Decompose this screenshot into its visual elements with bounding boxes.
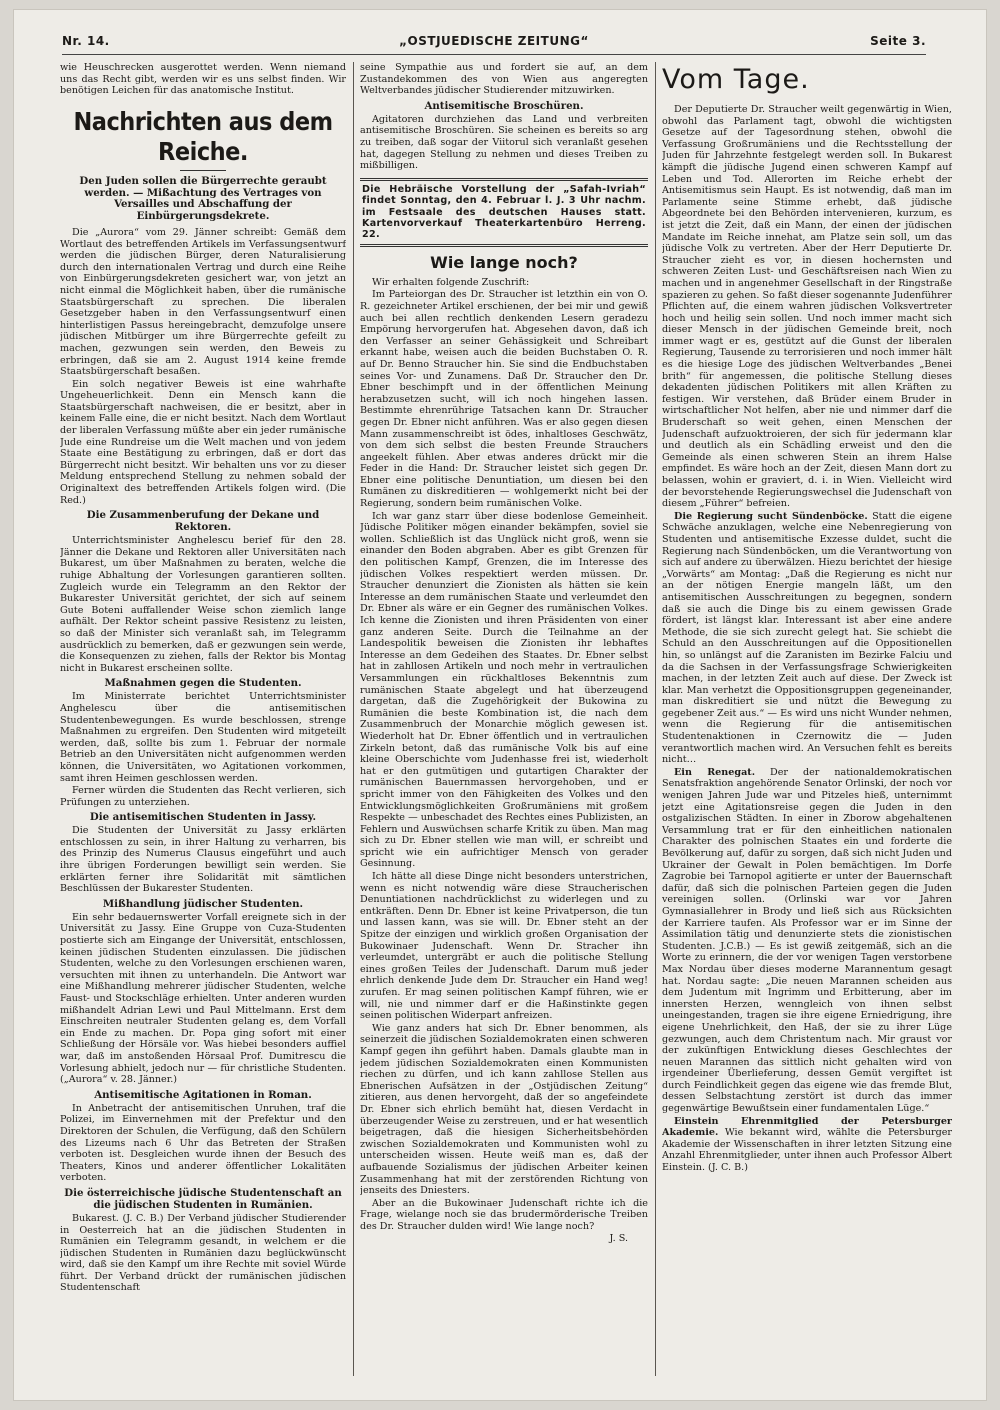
news-item-text: Wie bekannt wird, wählte die Petersburger Akademie der Wissenschaften in ihrer letzten Sitzung eine Anzahl Ehrenmitglieder, unter ihnen auch Professor Albert Einstein. (J. C. B.)	[662, 1127, 952, 1174]
article-paragraph: Ich hätte all diese Dinge nicht besonders unterstrichen, wenn es nicht notwendig wäre diese Straucherischen Denuntiationen nachdrücklichst zu widerlegen und zu entkräften. Denn Dr. Ebner ist keine Privatperson, die tun und lassen kann, was sie will. Dr. Ebner steht an der Spitze der einzigen und wirklich großen Organisation der Bukowinaer Judenschaft. Wenn Dr. Stracher ihn verleumdet, untergräbt er auch die politische Stellung eines großen Teiles der Judenschaft. Darum muß jeder ehrlich denkende Jude dem Dr. Straucher ein Hand weg! zurufen. Er mag seinen politischen Kampf führen, wie er will, nie und nimmer darf er die Haßinstinkte gegen seinen politischen Widerpart anfreizen.	[360, 871, 648, 1022]
page-header	[62, 28, 926, 55]
column-middle	[360, 62, 648, 1376]
newspaper-page	[14, 10, 986, 1400]
column-divider	[655, 62, 656, 1376]
continued-paragraph: seine Sympathie aus und fordert sie auf, an dem Zustandekommen des von Wien aus angeregten Weltverbandes jüdischer Studierender mitzuwirken.	[360, 62, 648, 97]
article-paragraph: Ich war ganz starr über diese bodenlose Gemeinheit. Jüdische Politiker mögen einander bekämpfen, soviel sie wollen. Schließlich ist das Unglück nicht groß, wenn sie einander den Boden abgraben. Aber es gibt Grenzen für den politischen Kampf, Grenzen, die im Interesse des jüdischen Volkes respektiert werden müssen. Dr. Straucher denunziert die Zionisten als hätten sie kein Interesse an dem rumänischen Staate und verleumdet den Dr. Ebner als wäre er ein Gegner des rumänischen Volkes. Ich kenne die Zionisten und ihren Präsidenten von einer ganz anderen Seite. Durch die Teilnahme an der Landespolitik beweisen die Zionisten ihr lebhaftes Interesse an dem Gedeihen des Staates. Dr. Ebner selbst hat in zahllosen Artikeln und noch mehr in vertraulichen Versammlungen ein rückhaltloses Bekenntnis zum rumänischen Staate abgelegt und hat überzeugend dargetan, daß die Zugehörigkeit der Bukowina zu Rumänien die beste Kombination ist, die nach dem Zusammenbruch der Monarchie möglich gewesen ist. Wiederholt hat Dr. Ebner öffentlich und in vertraulichen Zirkeln betont, daß das rumänische Volk bis auf eine kleine Oberschichte vom Judenhasse frei ist, wiederholt hat er den gutmütigen und gutartigen Charakter der rumänischen Bauernmassen hervorgehoben, und er spricht immer von den Fähigkeiten des Volkes und den Entwicklungsmöglichkeiten Großrumäniens mit großem Respekte — unbeschadet des Rechtes eines Publizisten, an Fehlern und Auswüchsen scharfe Kritik zu üben. Man mag sich zu Dr. Ebner stellen wie man will, er schreibt und spricht wie ein aufrichtiger Mensch von gerader Gesinnung.	[360, 510, 648, 870]
divider	[180, 170, 226, 171]
article-paragraph: Im Parteiorgan des Dr. Straucher ist letzthin ein von O. R. gezeichneter Artikel erschienen, der bei mir und gewiß auch bei allen rechtlich denkenden Lesern geradezu Empörung hervorgerufen hat. Abgesehen davon, daß ich den Verfasser an seiner Gehässigkeit und Schreibart erkannt habe, weisen auch die beiden Buchstaben O. R. auf Dr. Benno Straucher hin. Sie sind die Endbuchstaben seines Vor- und Zunamens. Daß Dr. Straucher den Dr. Ebner beschimpft und in der öffentlichen Meinung herabzusetzen sucht, will ich noch hingehen lassen. Bestimmte ehrenrührige Tatsachen kann Dr. Straucher gegen Dr. Ebner nicht anführen. Was er also gegen diesen Mann zusammenschreibt ist ödes, inhaltloses Geschwätz, von dem sich selbst die besten Freunde Strauchers angeekelt fühlen. Aber etwas anderes drückt mir die Feder in die Hand: Dr. Straucher leistet sich gegen Dr. Ebner eine politische Denuntiation, um diesen bei den Rumänen zu diskreditieren — wohlgemerkt nicht bei der Regierung, sondern beim rumänischen Volke.	[360, 289, 648, 510]
news-item-headline: Einstein Ehrenmitglied der Petersburger Akademie.	[662, 1115, 952, 1139]
newspaper-title: „OSTJUEDISCHE ZEITUNG“	[399, 34, 589, 48]
continued-paragraph: wie Heuschrecken ausgerottet werden. Wenn niemand uns das Recht gibt, werden wir es uns selbst finden. Wir benötigen Leichen für das anatomische Institut.	[60, 62, 346, 97]
article-paragraph: Die Studenten der Universität zu Jassy erklärten entschlossen zu sein, in ihrer Haltung zu verharren, bis des Prinzip des Numerus Clausus eingeführt und auch ihre übrigen Forderungen bewilligt sein werden. Sie erklärten ferner ihre Solidarität mit sämtlichen Beschlüssen der Bukarester Studenten.	[60, 825, 346, 895]
news-item-headline: Ein Renegat.	[674, 766, 756, 778]
lead-article-headline: Den Juden sollen die Bürgerrechte geraubt werden. — Mißachtung des Vertrages von Versailles und Abschaffung der Einbürgerungsdekrete.	[79, 174, 327, 223]
article-headline: Die antisemitischen Studenten in Jassy.	[89, 811, 317, 824]
article-paragraph: Der Deputierte Dr. Straucher weilt gegenwärtig in Wien, obwohl das Parlament tagt, obwohl die wichtigsten Gesetze auf der Tagesordnung stehen, obwohl die Verfassung Großrumäniens und die Rechtsstellung der Juden für Jahrzehnte festgelegt werden soll. In Bukarest kämpft die jüdische Jugend einen schweren Kampf auf Leben und Tod. Allerorten im Reiche erhebt der Antisemitismus sein Haupt. Es ist notwendig, daß man im Parlamente seine Stimme erhebt, daß jüdische Abgeordnete bei den Behörden intervenieren, kurzum, es ist jetzt die Zeit, daß ein Mann, der einen der jüdischen Mandate im Reiche innehat, am Platze sein soll, um das jüdische Volk zu vertreten. Aber der Herr Deputierte Dr. Straucher zieht es vor, in diesen hochernsten und schweren Zeiten Lust- und Geschäftsreisen nach Wien zu machen und in angenehmer Gesellschaft in der Ringstraße spazieren zu gehen. So faßt dieser sogenannte Judenführer Pflichten auf, die einem wahren jüdischen Volksvertreter hoch und heilig sein sollen. Und noch immer macht sich dieser Mensch in der jüdischen Gemeinde breit, noch immer wagt er es, gestützt auf die Gunst der liberalen Regierung, Tausende zu terrorisieren und noch immer hält es die hiesige Loge des jüdischen Weltverbandes „Benei brith“ für angemessen, die politische Stellung dieses dekadenten jüdischen Politikers mit allen Kräften zu festigen. Wir verstehen, daß Brüder einem Bruder in wirtschaftlicher Not helfen, aber nie und nimmer darf die Bruderschaft so weit gehen, einen Menschen der Judenschaft aufzuoktroieren, der sich für jedermann klar und deutlich als ein Schädling erweist und den die Gemeinde als einen schweren Stein an ihrem Halse empfindet. Es wäre hoch an der Zeit, diesen Mann dort zu belassen, wohin er graviert, d. i. in Wien. Vielleicht wird der bevorstehende Regierungswechsel die Judenschaft von diesem „Führer“ befreien.	[662, 104, 952, 510]
article-headline: Mißhandlung jüdischer Studenten.	[102, 897, 304, 910]
author-signature: J. S.	[609, 1233, 628, 1245]
section-headline: Nachrichten aus dem Reiche.	[73, 106, 333, 166]
article-paragraph: Unterrichtsminister Anghelescu berief für den 28. Jänner die Dekane und Rektoren aller Universitäten nach Bukarest, um über Maßnahmen zu beraten, welche die ruhige Abhaltung der Vorlesungen garantieren sollten. Zugleich wurde ein Telegramm an den Rektor der Bukarester Universität gerichtet, der sich auf seinem Gute Boteni auffallender Weise schon ziemlich lange aufhält. Der Rektor scheint passive Resistenz zu leisten, so daß der Minister sich veranlaßt sah, im Telegramm ausdrücklich zu bemerken, daß er gezwungen sein werde, die Konsequenzen zu ziehen, falls der Rektor bis Montag nicht in Bukarest erscheinen sollte.	[60, 535, 346, 674]
issue-number: Nr. 14.	[62, 34, 110, 48]
article-intro: Wir erhalten folgende Zuschrift:	[372, 276, 530, 288]
article-paragraph: Ein solch negativer Beweis ist eine wahrhafte Ungeheuerlichkeit. Denn ein Mensch kann die Staatsbürgerschaft nachweisen, die er besitzt, aber in keinem Falle eine, die er nicht besitzt. Nach dem Wortlaut der liberalen Verfassung müßte aber ein jeder rumänische Jude eine Rundreise um die Welt machen und von jedem Staate eine Bestätigung zu erbringen, daß er dort das Bürgerrecht nicht besitzt. Wir behalten uns vor zu dieser Meldung entsprechend Stellung zu nehmen sobald der Originaltext des betreffenden Artikels folgen wird. (Die Red.)	[60, 378, 346, 506]
article-headline: Wie lange noch?	[430, 252, 578, 272]
news-item	[662, 1116, 952, 1174]
article-paragraph: Agitatoren durchziehen das Land und verbreiten antisemitische Broschüren. Sie scheinen es bereits so arg zu treiben, daß sogar der Viitorul sich veranlaßt gesehen hat, dagegen Stellung zu nehmen und dieses Treiben zu mißbilligen.	[360, 113, 648, 172]
news-item-text: Statt die eigene Schwäche anzuklagen, welche eine Nebenregierung von Studenten und antisemitische Exzesse duldet, sucht die Regierung nach Sündenböcken, um die Verantwortung von sich auf andere zu überwälzen. Hiezu berichtet der hiesige „Vorwärts“ am Montag: „Daß die Regierung es nicht nur an der nötigen Energie mangeln läßt, um den antisemitischen Ausschreitungen zu begegnen, sondern daß sie auch die Dinge bis zu einem gewissen Grade fördert, ist längst klar. Interessant ist aber eine andere Methode, die sie sich zurecht gelegt hat. Sie schiebt die Schuld an den Ausschreitungen auf die Oppositionellen hin, so unlängst auf die Zaranisten im Bezirke Falciu und da die Sachsen in der Verfassungsfrage Schwierigkeiten machen, in der letzten Zeit auch auf diese. Der Zweck ist klar. Man verhetzt die Oppositionsgruppen gegeneinander, man diskreditiert sie und nützt die Bewegung zu gegebener Zeit aus.“ — Es wird uns nicht Wunder nehmen, wenn die Regierung für die antisemitischen Studentenaktionen in Czernowitz die — Juden verantwortlich machen wird. An Versuchen fehlt es bereits nicht…	[662, 510, 952, 766]
page-number: Seite 3.	[870, 34, 926, 48]
article-paragraph: Im Ministerrate berichtet Unterrichtsminister Anghelescu über die antisemitischen Studentenbewegungen. Es wurde beschlossen, strenge Maßnahmen zu ergreifen. Den Studenten wird mitgeteilt werden, daß, sollte bis zum 1. Februar der normale Betrieb an den Universitäten nicht aufgenommen werden können, die Universitäten, wo Agitationen vorkommen, samt ihren Heimen geschlossen werden.	[60, 691, 346, 784]
column-divider	[353, 62, 354, 1376]
article-paragraph: Ein sehr bedauernswerter Vorfall ereignete sich in der Universität zu Jassy. Eine Gruppe von Cuza-Studenten postierte sich am Eingange der Universität, entschlossen, keinen jüdischen Studenten einzulassen. Die jüdischen Studenten, welche zu den Vorlesungen erschienen waren, versuchten mit ihnen zu unterhandeln. Die Antwort war eine Mißhandlung mehrerer jüdischer Studenten, welche Faust- und Stockschläge erhielten. Unter anderen wurden mißhandelt Adrian Lewi und Paul Mittelmann. Erst dem Einschreiten neutraler Studenten gelang es, dem Vorfall ein Ende zu machen. Dr. Popa ging sofort mit einer Schließung der Hörsäle vor. Was hiebei besonders auffiel war, daß im anstoßenden Hörsaal Prof. Dumitrescu die Vorlesung abhielt, jedoch nur — für christliche Studenten. („Aurora“ v. 28. Jänner.)	[60, 911, 346, 1086]
article-paragraph: Aber an die Bukowinaer Judenschaft richte ich die Frage, wielange noch sie das brudermörderische Treiben des Dr. Straucher dulden wird! Wie lange noch?	[360, 1197, 648, 1232]
article-headline: Die österreichische jüdische Studentenschaft an die jüdischen Studenten in Rumänien.	[64, 1186, 342, 1211]
article-headline: Die Zusammenberufung der Dekane und Rektoren.	[86, 509, 320, 534]
news-item	[662, 767, 952, 1115]
article-paragraph: Die „Aurora“ vom 29. Jänner schreibt: Gemäß dem Wortlaut des betreffenden Artikels im Verfassungsentwurf werden die jüdischen Bürger, deren Naturalisierung durch den internationalen Vertrag und durch eine Reihe von Einbürgerungsdekreten gesichert war, von jetzt an nicht einmal die Möglichkeit haben, über die rumänische Staatsbürgerschaft zu sprechen. Die liberalen Gesetzgeber haben in den Verfassungsentwurf einen hinterlistigen Passus hereingebracht, demzufolge unsere jüdischen Mitbürger um ihre Bürgerrechte gefeilt zu machen, gezwungen sein werden, den Beweis zu erbringen, daß sie am 2. August 1914 keine fremde Staatsbürgerschaft besaßen.	[60, 226, 346, 378]
article-paragraph: Wie ganz anders hat sich Dr. Ebner benommen, als seinerzeit die jüdischen Sozialdemokraten einen schweren Kampf gegen ihn geführt haben. Damals glaubte man in jedem jüdischen Sozialdemokraten einen Kommunisten riechen zu dürfen, und ich kann zahllose Stellen aus Ebnerischen Aufsätzen in der „Ostjüdischen Zeitung“ zitieren, aus denen hervorgeht, daß der so angefeindete Dr. Ebner sich ehrlich bemüht hat, diesen Verdacht in überzeugender Weise zu zerstreuen, und er hat wesentlich beigetragen, daß die hiesigen Sicherheitsbehörden zwischen Sozialdemokraten und Kommunisten wohl zu unterscheiden wissen. Heute weiß man es, daß der aufbauende Sozialismus der jüdischen Arbeiter keinen Zusammenhang hat mit der zerstörenden Richtung von jenseits des Dniesters.	[360, 1022, 648, 1197]
column-right	[662, 62, 952, 1376]
article-paragraph: In Anbetracht der antisemitischen Unruhen, traf die Polizei, im Einvernehmen mit der Prefektur und den Direktoren der Schulen, die Verfügung, daß den Schülern des Lizeums nach 6 Uhr das Betreten der Straßen verboten ist. Desgleichen wurde ihnen der Besuch des Theaters, Kinos und anderer öffentlicher Lokalitäten verboten.	[60, 1102, 346, 1184]
column-left	[60, 62, 346, 1376]
article-paragraph: Bukarest. (J. C. B.) Der Verband jüdischer Studierender in Oesterreich hat an die jüdischen Studenten in Rumänien ein Telegramm gesandt, in welchem er die jüdischen Studenten in Rumänien dazu beglückwünscht wird, daß sie den Kampf um ihre Rechte mit soviel Würde führt. Der Verband drückt der rumänischen jüdischen Studentenschaft	[60, 1212, 346, 1294]
news-item	[662, 511, 952, 766]
article-headline: Maßnahmen gegen die Studenten.	[104, 677, 302, 690]
event-announcement: Die Hebräische Vorstellung der „Safah-Ivriah“ findet Sonntag, den 4. Februar l. J. 3 Uhr nachm. im Festsaale des deutschen Hauses statt. Kartenvorverkauf Theaterkartenbüro Herreng. 22.	[360, 178, 648, 247]
news-item-headline: Die Regierung sucht Sündenböcke.	[674, 510, 868, 522]
article-headline: Antisemitische Agitationen in Roman.	[94, 1088, 312, 1101]
article-paragraph: Ferner würden die Studenten das Recht verlieren, sich Prüfungen zu unterziehen.	[60, 785, 346, 808]
section-headline: Vom Tage.	[662, 64, 810, 95]
news-item-text: Der der nationaldemokratischen Senatsfraktion angehörende Senator Orlinski, der noch vor wenigen Jahren Jude war und Pitzeles hieß, unternimmt jetzt eine Agitationsreise gegen die Juden in den ostgalizischen Städten. In einer in Zborow abgehaltenen Versammlung trat er für den einheitlichen nationalen Charakter des polnischen Staates ein und forderte die Bevölkerung auf, dafür zu sorgen, daß sich nicht Juden und Ukrainer der Gewalt in Polen bemächtigen. Im Dorfe Zagrobie bei Tarnopol agitierte er unter der Bauernschaft dafür, daß sich die polnischen Parteien gegen die Juden vereinigen sollen. (Orlinski war vor Jahren Gymnasiallehrer in Brody und ließ sich aus Rücksichten der Karriere taufen. Als Professor war er im Sinne der Assimilation tätig und denunzierte stets die zionistischen Studenten. J.C.B.) — Es ist gewiß zeitgemäß, sich an die Worte zu erinnern, die der vor wenigen Tagen verstorbene Max Nordau über dieses moderne Marannentum gesagt hat. Nordau sagte: „Die neuen Marannen scheiden aus dem Judentum mit Ingrimm und Erbitterung, aber im innersten Herzen, wenngleich von ihnen selbst uneingestanden, tragen sie ihre eigene Erniedrigung, ihre eigene Unehrlichkeit, den Haß, der sie zu ihrer Lüge gezwungen, auch dem Christentum nach. Mir graust vor der zukünftigen Entwicklung dieses Geschlechtes der neuen Marannen das sittlich nicht gehalten wird von irgendeiner Überlieferung, dessen Gemüt vergiftet ist durch Feindlichkeit gegen das eigene wie das fremde Blut, dessen Selbstachtung zerstört ist durch das immer gegenwärtige Bewußtsein einer fundamentalen Lüge.“	[662, 766, 952, 1115]
article-headline: Antisemitische Broschüren.	[424, 99, 584, 112]
